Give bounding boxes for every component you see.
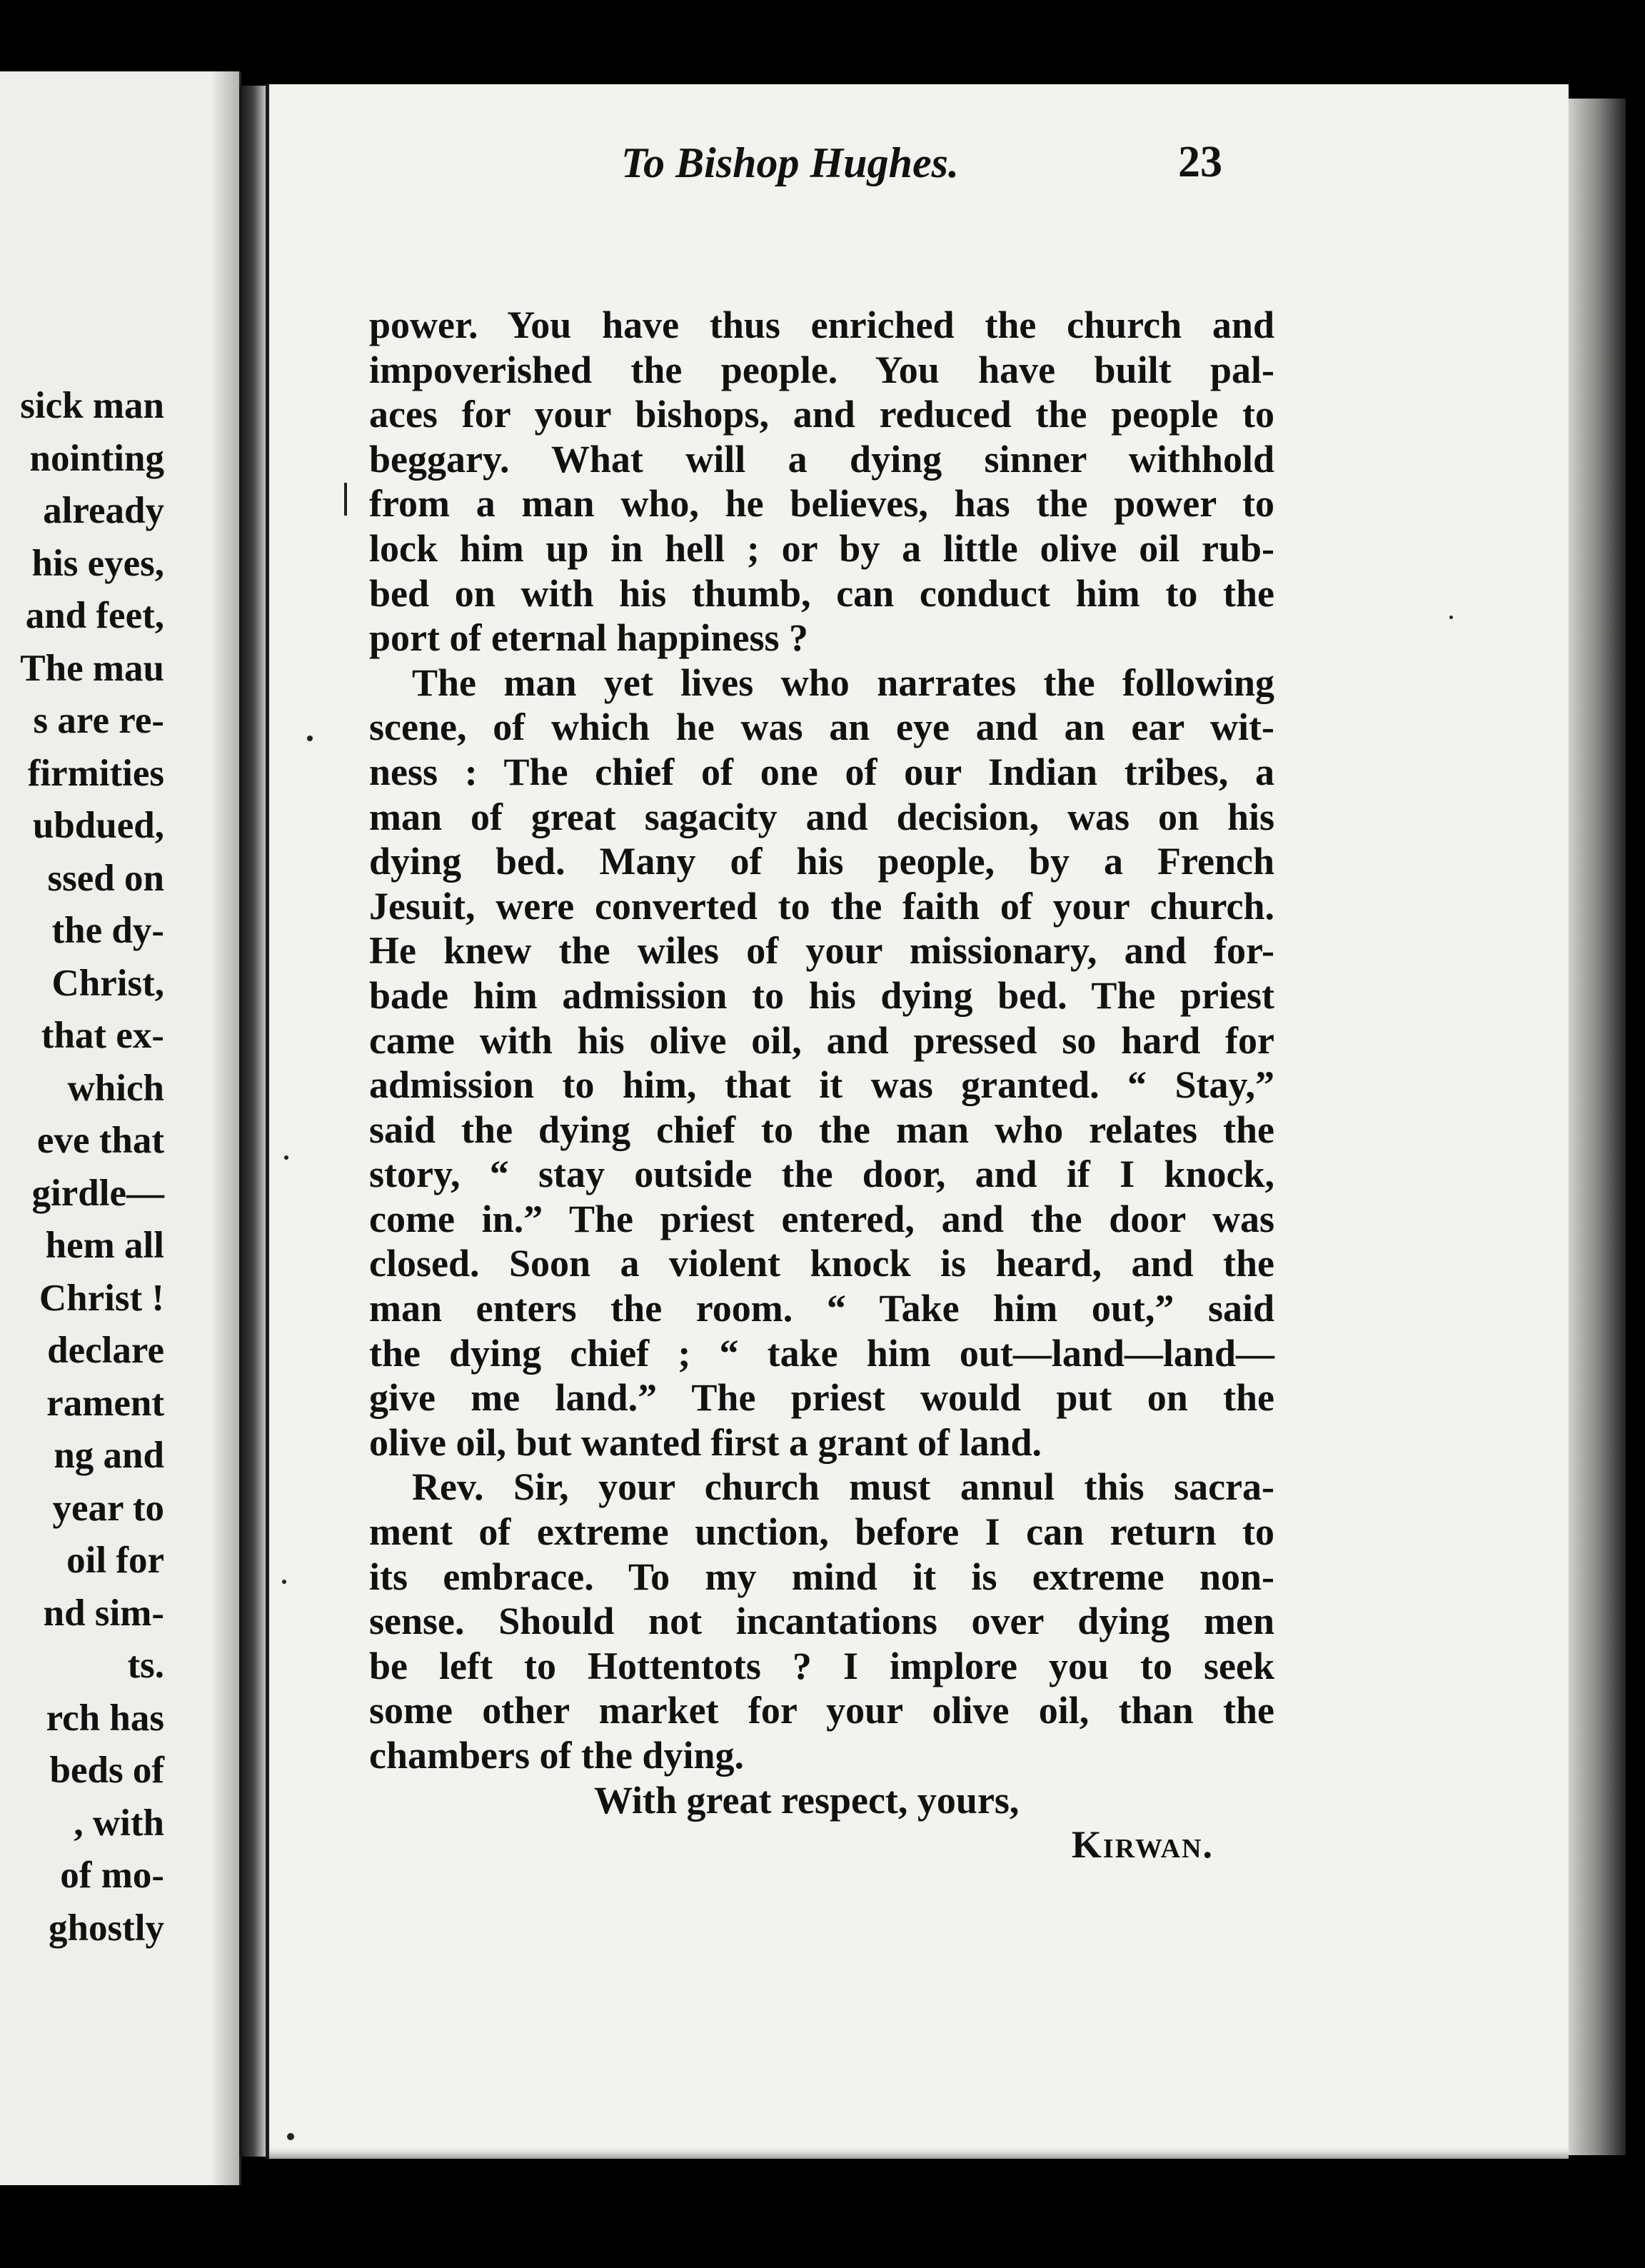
facing-page-line: ts.: [127, 1645, 164, 1686]
text-line: Rev. Sir, your church must annul this sacra-: [412, 1465, 1274, 1509]
facing-page-line: oil for: [66, 1540, 164, 1581]
facing-page-line: hem all: [45, 1225, 164, 1266]
facing-page-line: his eyes,: [31, 542, 164, 584]
text-line: Jesuit, were converted to the faith of your church.: [369, 884, 1274, 928]
text-line: chambers of the dying.: [369, 1734, 744, 1777]
text-line: power. You have thus enriched the church and: [369, 303, 1274, 346]
facing-page: [0, 71, 241, 2185]
text-line: the dying chief ; “ take him out—land—land—: [369, 1331, 1274, 1375]
text-line: man enters the room. “ Take him out,” said: [369, 1287, 1274, 1330]
facing-page-line: of mo-: [60, 1855, 164, 1896]
text-line: give me land.” The priest would put on the: [369, 1376, 1274, 1420]
facing-page-line: ng and: [54, 1435, 164, 1476]
text-line: said the dying chief to the man who relates the: [369, 1108, 1274, 1151]
text-line: from a man who, he believes, has the power to: [369, 482, 1274, 526]
facing-page-line: beds of: [49, 1750, 164, 1791]
facing-page-line: The mau: [20, 647, 164, 689]
text-line: bed on with his thumb, can conduct him to the: [369, 571, 1274, 615]
text-line: He knew the wiles of your missionary, and for-: [369, 929, 1274, 973]
text-line: admission to him, that it was granted. “ Stay,”: [369, 1063, 1274, 1107]
facing-page-line: and feet,: [25, 595, 164, 636]
facing-page-line: s are re-: [33, 700, 164, 741]
facing-page-line: ghostly: [49, 1907, 164, 1949]
closing-line: With great respect, yours,: [594, 1778, 1020, 1822]
scan-speck: [307, 736, 313, 741]
text-line: its embrace. To my mind it is extreme non-: [369, 1555, 1274, 1598]
facing-page-text: [0, 380, 164, 1955]
scan-speck: [282, 1580, 286, 1584]
text-line: sense. Should not incantations over dying men: [369, 1600, 1274, 1643]
text-line: come in.” The priest entered, and the door was: [369, 1197, 1274, 1240]
book-spine: [239, 86, 268, 2157]
facing-page-line: nd sim-: [43, 1592, 164, 1634]
facing-page-line: already: [43, 490, 164, 531]
facing-page-line: declare: [47, 1330, 164, 1371]
facing-page-line: the dy-: [51, 910, 164, 951]
facing-page-line: , with: [74, 1802, 164, 1844]
text-line: scene, of which he was an eye and an ear wit-: [369, 706, 1274, 749]
text-line: came with his olive oil, and pressed so hard for: [369, 1018, 1274, 1062]
text-line: man of great sagacity and decision, was on his: [369, 795, 1274, 838]
facing-page-line: sick man: [20, 385, 164, 426]
facing-page-line: eve that: [36, 1120, 164, 1161]
scan-speck: [1449, 616, 1453, 619]
text-line: aces for your bishops, and reduced the people to: [369, 393, 1274, 436]
text-line: dying bed. Many of his people, by a French: [369, 840, 1274, 883]
text-line: beggary. What will a dying sinner withhold: [369, 437, 1274, 481]
facing-page-line: that ex-: [41, 1015, 164, 1056]
facing-page-line: which: [67, 1067, 164, 1109]
signature-line: Kirwan.: [1071, 1823, 1214, 1867]
facing-page-line: rament: [46, 1382, 164, 1424]
text-line: ness : The chief of one of our Indian tribes, a: [369, 750, 1274, 793]
margin-mark: [344, 483, 347, 516]
facing-page-line: girdle—: [31, 1172, 164, 1214]
page-number: 23: [1178, 138, 1222, 186]
facing-page-line: firmities: [27, 752, 164, 794]
text-line: closed. Soon a violent knock is heard, and the: [369, 1242, 1274, 1285]
facing-page-line: rch has: [46, 1697, 164, 1739]
text-line: lock him up in hell ; or by a little olive oil rub-: [369, 526, 1274, 570]
scan-speck: [284, 1155, 288, 1160]
facing-page-line: ssed on: [47, 857, 164, 899]
facing-page-line: Christ !: [39, 1277, 164, 1319]
facing-page-line: Christ,: [51, 962, 164, 1004]
text-line: some other market for your olive oil, than the: [369, 1689, 1274, 1732]
scan-speck: [287, 2133, 294, 2140]
text-line: The man yet lives who narrates the following: [412, 661, 1274, 704]
page-edge: [1569, 99, 1626, 2155]
running-head: [348, 130, 1277, 194]
text-line: olive oil, but wanted first a grant of land.: [369, 1420, 1042, 1464]
letter-body: [369, 303, 1274, 1867]
text-line: be left to Hottentots ? I implore you to seek: [369, 1644, 1274, 1687]
facing-page-line: nointing: [29, 437, 164, 479]
text-line: impoverished the people. You have built pal-: [369, 348, 1274, 391]
text-line: port of eternal happiness ?: [369, 616, 809, 660]
text-line: ment of extreme unction, before I can return to: [369, 1510, 1274, 1554]
running-head-title: To Bishop Hughes.: [621, 139, 959, 186]
text-line: bade him admission to his dying bed. The priest: [369, 973, 1274, 1017]
text-line: story, “ stay outside the door, and if I knock,: [369, 1153, 1274, 1196]
gutter-shadow: [211, 71, 239, 2185]
facing-page-line: ubdued,: [32, 805, 164, 846]
facing-page-line: year to: [52, 1487, 164, 1529]
